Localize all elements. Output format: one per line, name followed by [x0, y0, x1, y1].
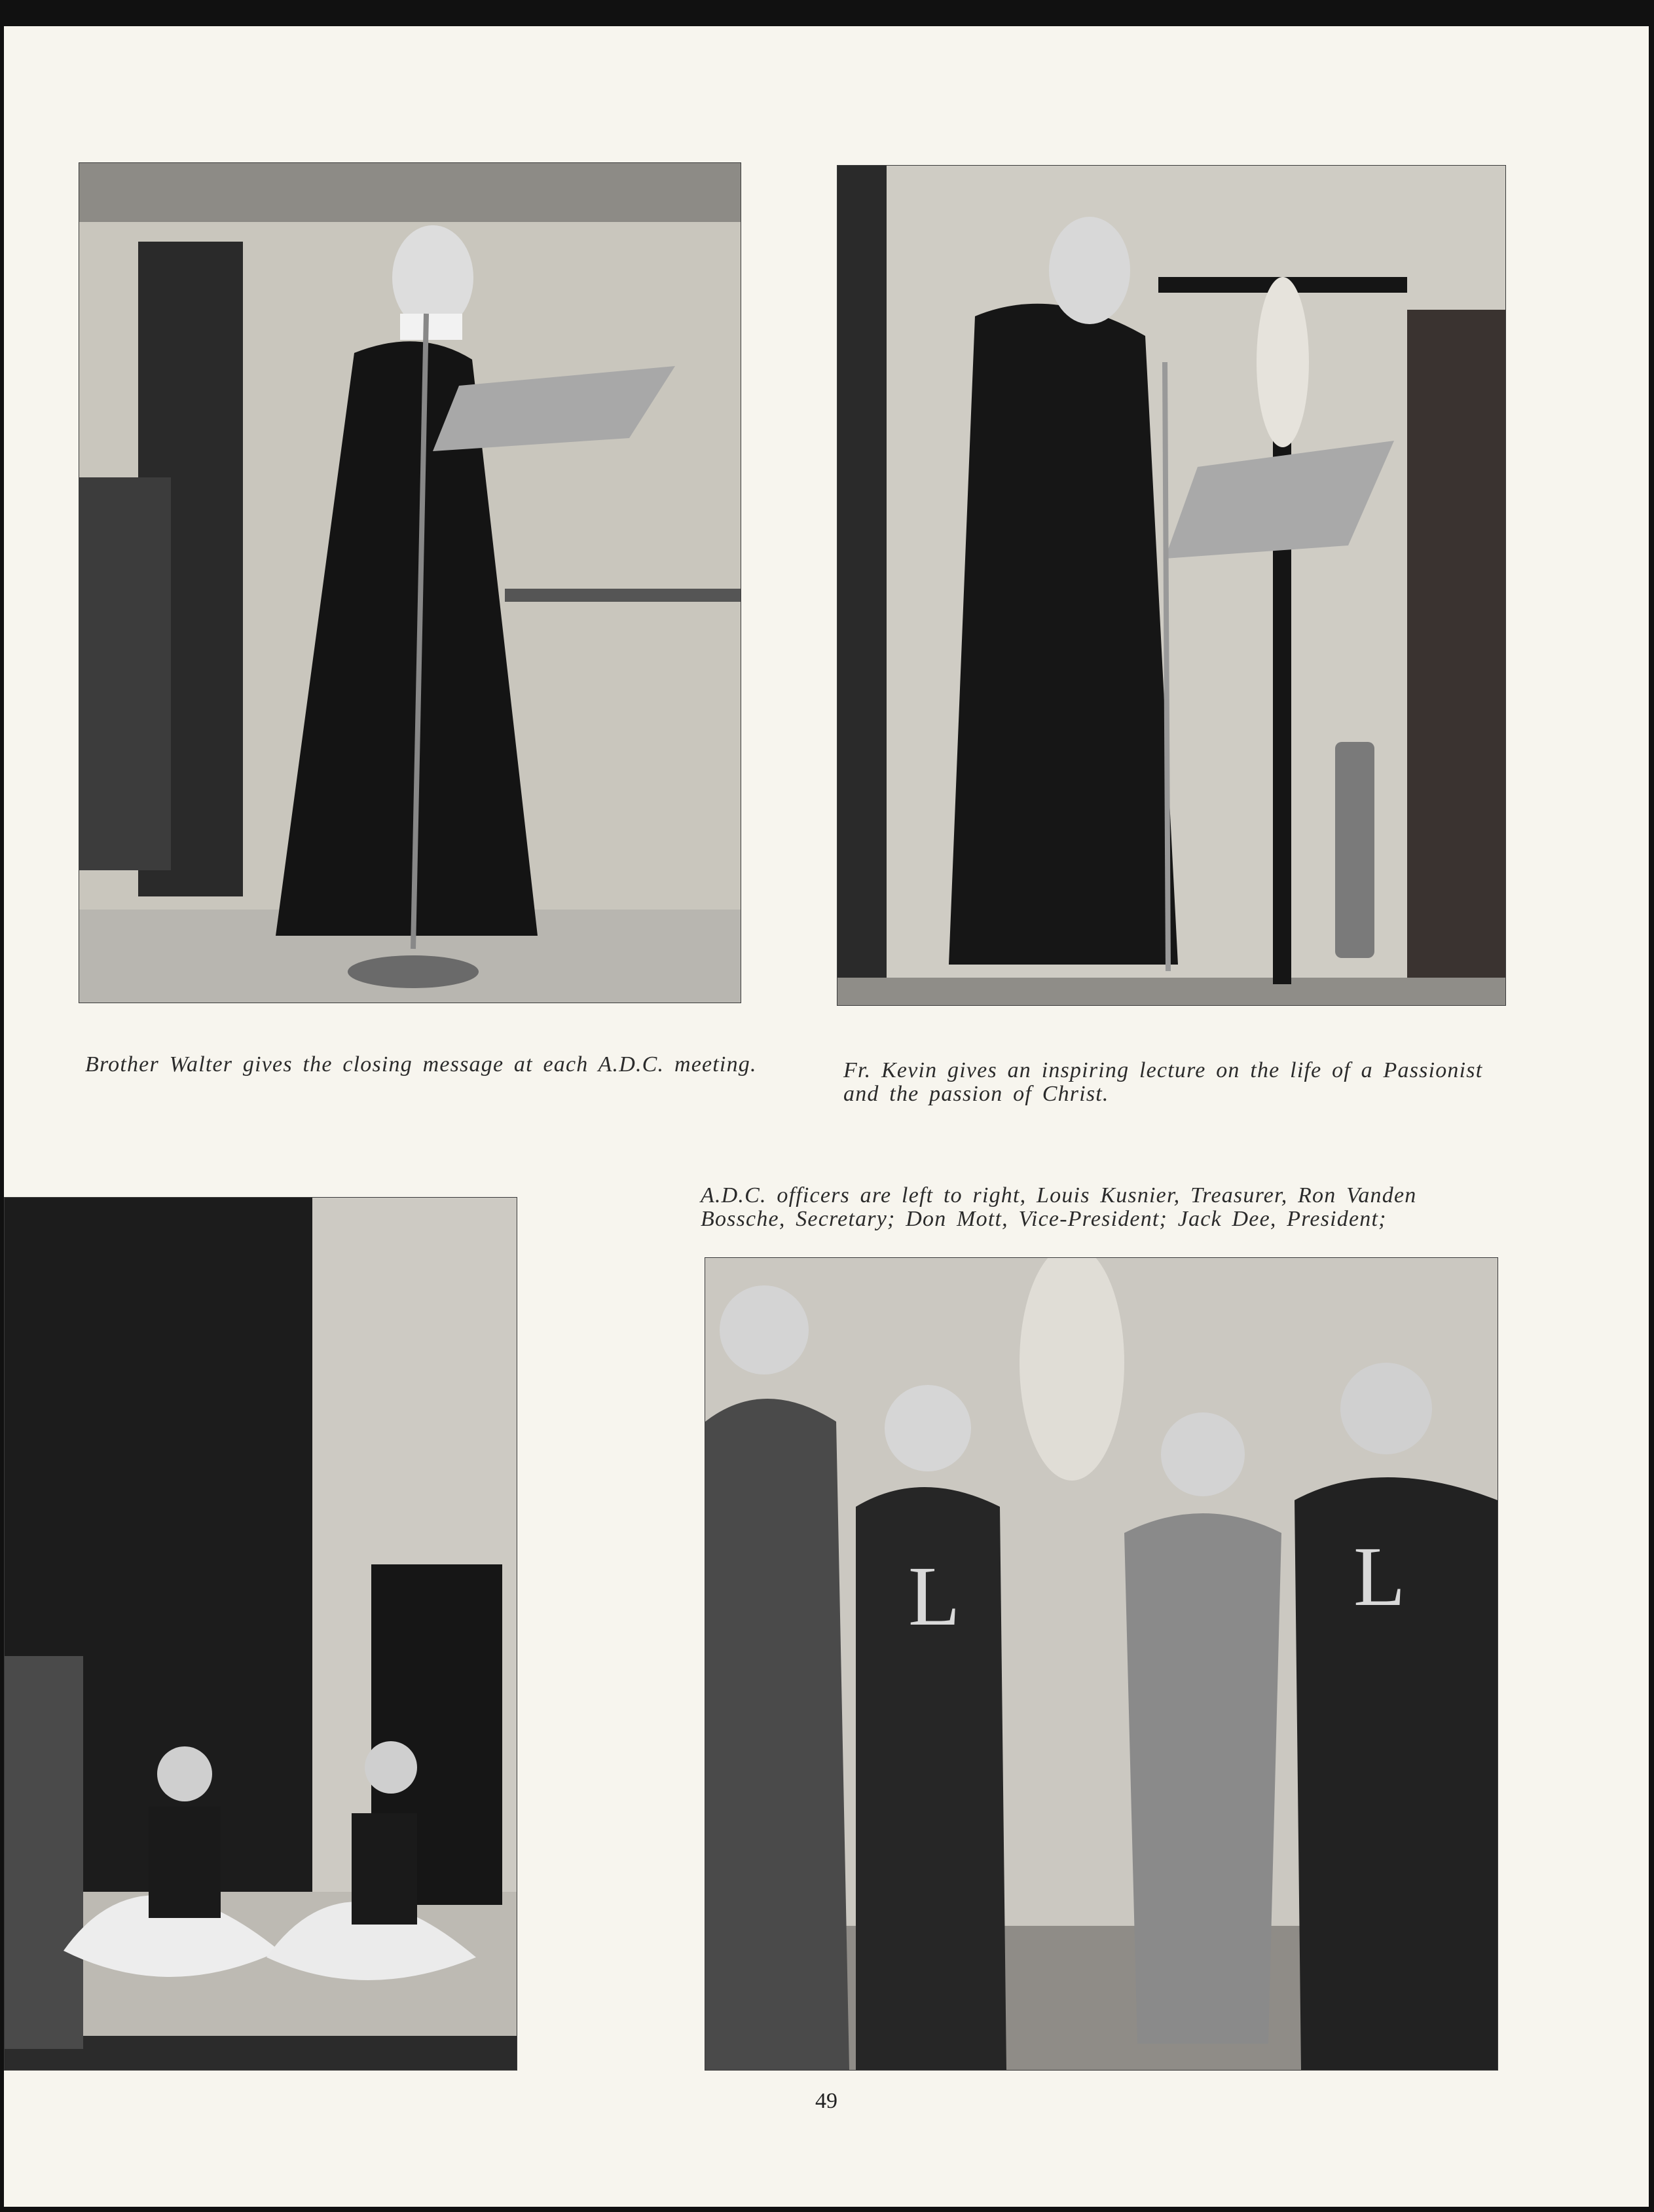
- caption-fr-kevin: [843, 1059, 1524, 1106]
- caption-fr-kevin-line2: and the passion of Christ.: [843, 1082, 1109, 1106]
- caption-fr-kevin-line1: Fr. Kevin gives an inspiring lecture on the life of a Passionist: [843, 1058, 1483, 1082]
- photo-adc-officers-art: [705, 1258, 1498, 2070]
- caption-brother-walter-text: Brother Walter gives the closing message at each A.D.C. meeting.: [85, 1052, 757, 1077]
- yearbook-page: [4, 26, 1649, 2207]
- svg-text:L: L: [1353, 1530, 1406, 1624]
- photo-fr-kevin: [837, 165, 1506, 1006]
- photo-fr-kevin-art: [837, 166, 1505, 1005]
- photo-adc-officers: [705, 1257, 1498, 2071]
- svg-text:L: L: [908, 1549, 961, 1644]
- page-number: 49: [815, 2089, 837, 2113]
- caption-brother-walter: [85, 1053, 766, 1077]
- caption-adc-officers-line1: A.D.C. officers are left to right, Louis Kusnier, Treasurer, Ron Vanden: [701, 1183, 1417, 1207]
- caption-adc-officers-line2: Bossche, Secretary; Don Mott, Vice-President; Jack Dee, President;: [701, 1207, 1387, 1231]
- photo-dancers-art: [5, 1198, 517, 2070]
- photo-dancers: [4, 1197, 517, 2071]
- caption-adc-officers: [701, 1184, 1513, 1231]
- photo-brother-walter: [79, 162, 741, 1003]
- photo-brother-walter-art: [79, 163, 741, 1003]
